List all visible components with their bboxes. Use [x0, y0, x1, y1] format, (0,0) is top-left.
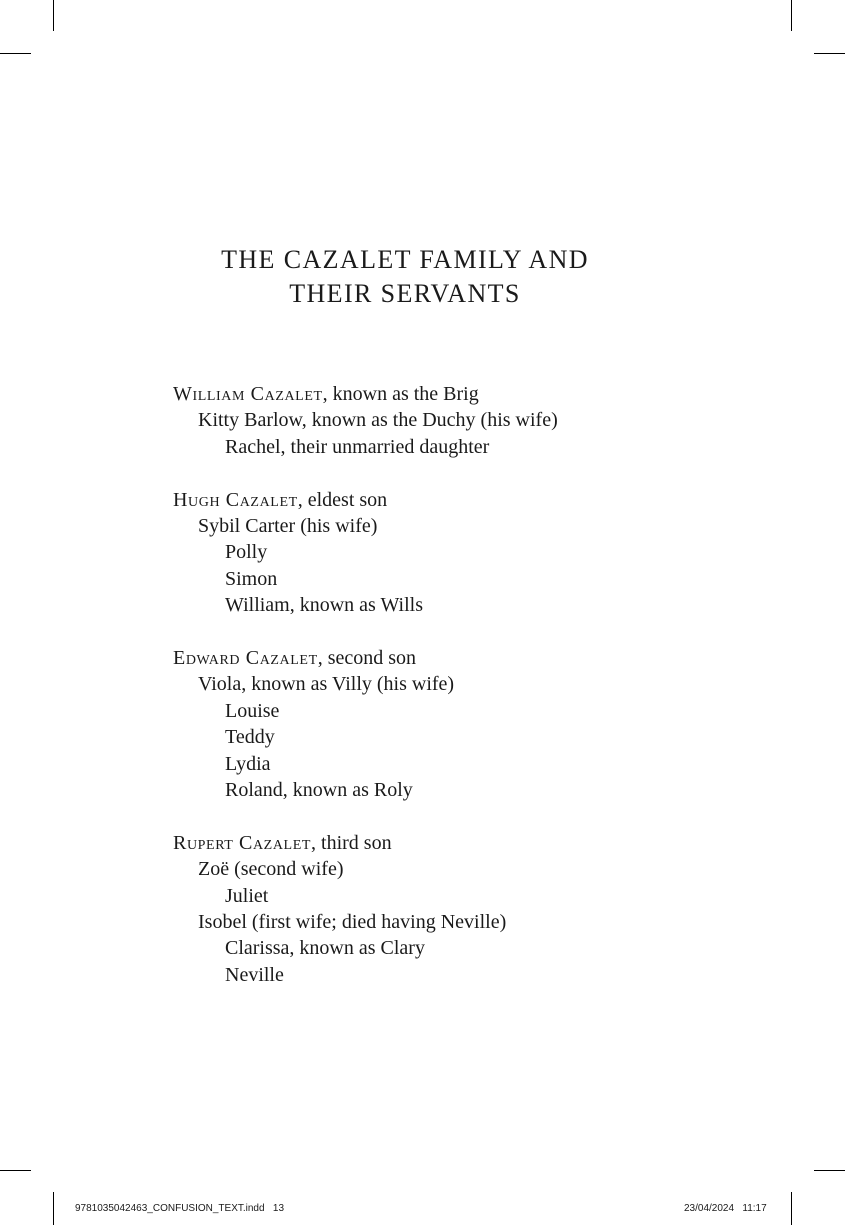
family-member: Sybil Carter (his wife) — [198, 515, 378, 538]
page-title-line-1: THE CAZALET FAMILY AND — [221, 245, 589, 274]
crop-mark-top-right — [791, 0, 792, 31]
family-head-desc: , second son — [317, 647, 417, 670]
family-member: Rachel, their unmarried daughter — [225, 435, 490, 458]
family-head-name: Rupert Cazalet — [173, 831, 312, 854]
family-head-desc: , known as the Brig — [322, 383, 479, 405]
slug-datetime: 23/04/2024 11:17 — [684, 1203, 767, 1214]
family-head-name: Edward Cazalet — [173, 647, 318, 670]
family-group-william — [173, 381, 733, 460]
family-member: Viola, known as Villy (his wife) — [198, 673, 455, 696]
family-head-name: William Cazalet — [173, 383, 323, 405]
crop-mark-top-left-horizontal — [0, 53, 31, 54]
family-head-name: Hugh Cazalet — [173, 488, 298, 511]
crop-mark-bottom-left — [53, 1192, 54, 1225]
crop-mark-bottom-right-horizontal — [814, 1170, 845, 1171]
family-head — [173, 830, 733, 856]
family-head — [173, 487, 733, 513]
family-member: Polly — [225, 541, 268, 564]
family-member: Isobel (first wife; died having Neville) — [198, 911, 507, 934]
family-member: William, known as Wills — [225, 594, 424, 617]
family-member: Kitty Barlow, known as the Duchy (his wife) — [198, 409, 558, 432]
slug-filename: 9781035042463_CONFUSION_TEXT.indd 13 — [75, 1203, 285, 1214]
family-group-rupert — [173, 830, 733, 988]
family-member: Lydia — [225, 752, 271, 775]
family-head — [173, 381, 733, 407]
crop-mark-top-right-horizontal — [814, 53, 845, 54]
family-member: Roland, known as Roly — [225, 779, 413, 802]
family-member: Louise — [225, 699, 280, 722]
family-member: Zoë (second wife) — [198, 858, 344, 881]
family-member: Clarissa, known as Clary — [225, 937, 425, 960]
family-member: Neville — [225, 963, 284, 986]
crop-mark-bottom-right — [791, 1192, 792, 1225]
crop-mark-bottom-left-horizontal — [0, 1170, 31, 1171]
family-member: Juliet — [225, 884, 269, 907]
page-title-line-2: THEIR SERVANTS — [289, 279, 521, 308]
family-group-edward — [173, 645, 733, 803]
family-member: Simon — [225, 567, 278, 590]
page-title — [0, 243, 810, 311]
family-member: Teddy — [225, 726, 275, 749]
family-head — [173, 645, 733, 671]
family-group-hugh — [173, 487, 733, 619]
family-head-desc: , eldest son — [297, 488, 388, 511]
family-head-desc: , third son — [311, 831, 392, 854]
family-list — [173, 381, 733, 1015]
crop-mark-top-left — [53, 0, 54, 31]
